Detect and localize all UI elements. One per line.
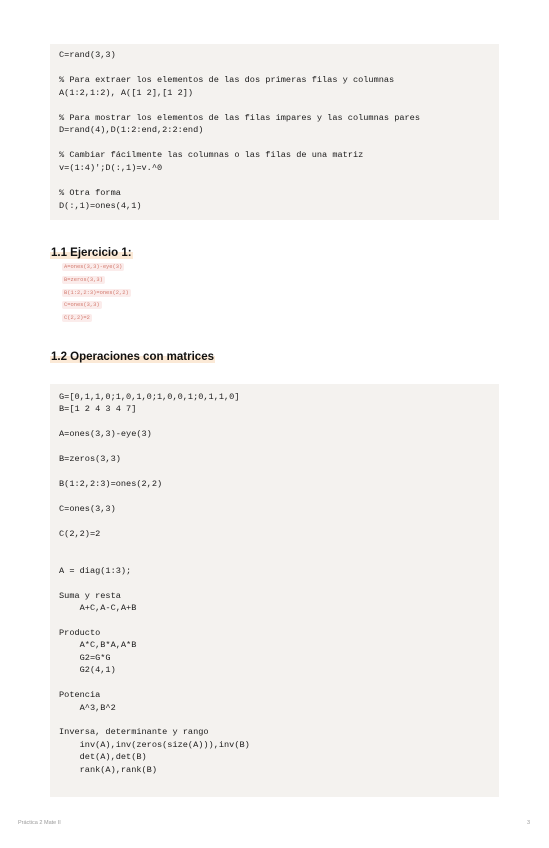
code-line: A = diag(1:3);: [59, 565, 132, 576]
code-line: Suma y resta: [59, 590, 121, 601]
code-line: C(2,2)=2: [59, 528, 101, 539]
code-line: Inversa, determinante y rango: [59, 727, 209, 738]
inline-code-answer: C=ones(3,3): [64, 302, 100, 309]
code-line: rank(A),rank(B): [59, 764, 157, 775]
code-line: v=(1:4)';D(:,1)=v.^0: [59, 162, 163, 173]
code-line: % Para mostrar los elementos de las filas impares y las columnas pares: [59, 112, 420, 123]
code-line: B(1:2,2:3)=ones(2,2): [59, 478, 163, 489]
code-line: C=ones(3,3): [59, 503, 116, 514]
code-line: A*C,B*A,A*B: [59, 640, 137, 651]
section-heading-ejercicio-1: 1.1 Ejercicio 1:: [51, 247, 132, 259]
code-line: D=rand(4),D(1:2:end,2:2:end): [59, 125, 204, 136]
inline-code-answer: C(2,2)=2: [64, 315, 90, 322]
code-block-1: [50, 44, 499, 220]
code-line: det(A),det(B): [59, 752, 147, 763]
code-line: G2(4,1): [59, 665, 116, 676]
section-heading-operaciones: 1.2 Operaciones con matrices: [51, 351, 214, 363]
code-line: A^3,B^2: [59, 702, 116, 713]
code-line: D(:,1)=ones(4,1): [59, 200, 142, 211]
inline-code-answer: B=zeros(3,3): [64, 276, 103, 283]
code-line: C=rand(3,3): [59, 50, 116, 60]
code-line: % Cambiar fácilmente las columnas o las filas de una matriz: [59, 150, 364, 161]
footer-document-title: Práctica 2 Mate II: [18, 820, 61, 826]
code-line: A(1:2,1:2), A([1 2],[1 2]): [59, 87, 194, 98]
code-line: Potencia: [59, 690, 101, 701]
code-line: % Para extraer los elementos de las dos primeras filas y columnas: [59, 75, 395, 86]
code-line: % Otra forma: [59, 188, 121, 199]
code-line: B=[1 2 4 3 4 7]: [59, 404, 137, 415]
inline-code-answer: A=ones(3,3)-eye(3): [64, 264, 123, 270]
code-line: inv(A),inv(zeros(size(A))),inv(B): [59, 739, 250, 750]
code-line: Producto: [59, 627, 101, 638]
inline-code-answer: B(1:2,2:3)=ones(2,2): [64, 289, 129, 296]
code-line: G=[0,1,1,0;1,0,1,0;1,0,0,1;0,1,1,0]: [59, 392, 240, 402]
code-block-2: [50, 384, 499, 797]
code-line: A=ones(3,3)-eye(3): [59, 429, 152, 440]
code-line: A+C,A-C,A+B: [59, 603, 137, 614]
code-line: G2=G*G: [59, 652, 111, 663]
footer-page-number: 3: [526, 820, 530, 826]
code-line: B=zeros(3,3): [59, 454, 121, 465]
